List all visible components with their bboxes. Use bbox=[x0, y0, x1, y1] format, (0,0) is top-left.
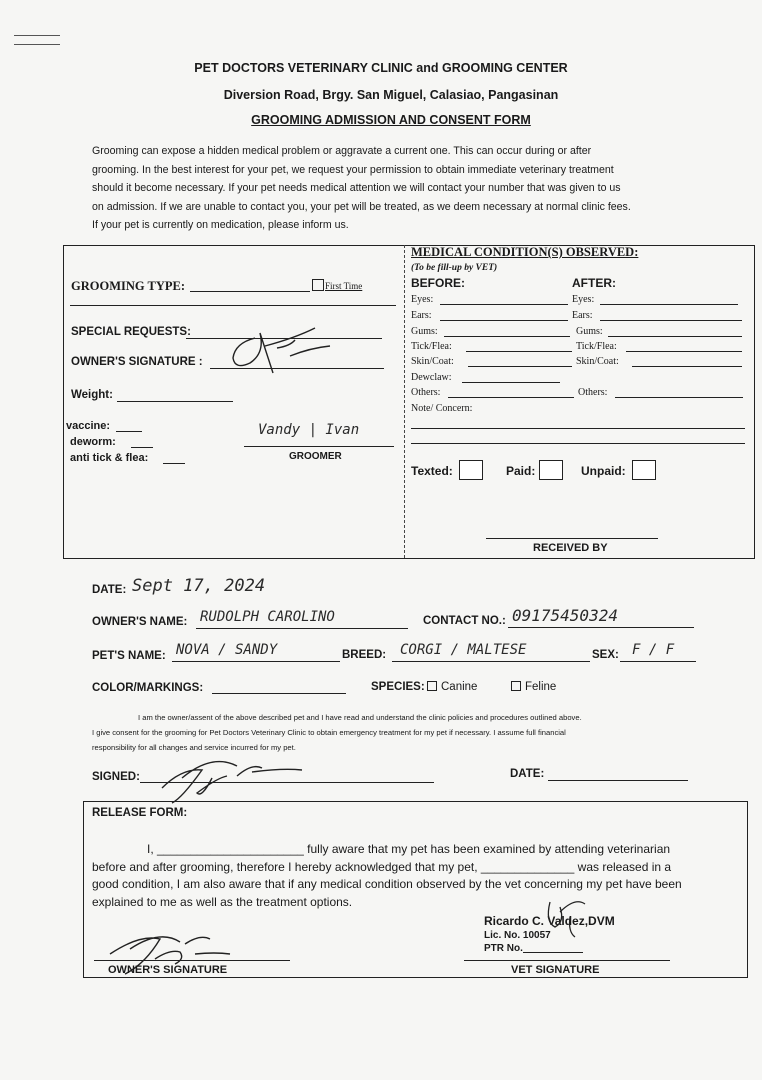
vet-name: Ricardo C. Valdez,DVM bbox=[484, 914, 615, 928]
species-label: SPECIES: bbox=[371, 681, 425, 693]
vet-signature-line[interactable] bbox=[464, 960, 670, 961]
breed-label: BREED: bbox=[342, 649, 387, 661]
corner-mark bbox=[14, 35, 60, 36]
canine-label: Canine bbox=[441, 681, 478, 693]
breed-line[interactable] bbox=[392, 661, 590, 662]
owner-name-label: OWNER'S NAME: bbox=[92, 616, 188, 628]
texted-label: Texted: bbox=[411, 464, 453, 478]
release-text bbox=[92, 841, 742, 911]
before-ears-label: Ears: bbox=[411, 310, 432, 321]
after-skin-label: Skin/Coat: bbox=[576, 356, 619, 367]
after-others-label: Others: bbox=[578, 387, 608, 398]
after-others-line[interactable] bbox=[615, 397, 743, 398]
grooming-type-label: GROOMING TYPE: bbox=[71, 279, 186, 293]
deworm-line[interactable] bbox=[131, 447, 153, 448]
before-ears-line[interactable] bbox=[440, 320, 568, 321]
owner-signature-label: OWNER'S SIGNATURE : bbox=[71, 356, 203, 368]
before-skin-line[interactable] bbox=[468, 366, 572, 367]
after-eyes-line[interactable] bbox=[600, 304, 738, 305]
color-markings-line[interactable] bbox=[212, 693, 346, 694]
vet-signature-label: VET SIGNATURE bbox=[511, 964, 600, 976]
groomer-label: GROOMER bbox=[289, 451, 342, 462]
intro-paragraph bbox=[92, 142, 712, 235]
before-label: BEFORE: bbox=[411, 276, 465, 290]
owner-signature-icon bbox=[215, 318, 335, 378]
groomer-line[interactable] bbox=[244, 446, 394, 447]
paid-checkbox[interactable] bbox=[539, 460, 563, 480]
before-dewclaw-line[interactable] bbox=[462, 382, 560, 383]
vet-signature-icon bbox=[530, 892, 600, 942]
breed-value: CORGI / MALTESE bbox=[400, 642, 527, 658]
date-label: DATE: bbox=[92, 584, 127, 596]
vaccine-line[interactable] bbox=[116, 431, 142, 432]
after-gums-line[interactable] bbox=[608, 336, 742, 337]
medical-title: MEDICAL CONDITION(S) OBSERVED: bbox=[411, 245, 639, 259]
consent-line: I am the owner/assent of the above described pet and I have read and understand the clinic policies and procedures outlined above. bbox=[138, 713, 582, 722]
consent-date-line[interactable] bbox=[548, 780, 688, 781]
texted-checkbox[interactable] bbox=[459, 460, 483, 480]
pet-name-label: PET'S NAME: bbox=[92, 650, 166, 662]
release-line: explained to me as well as the treatment options. bbox=[92, 894, 353, 909]
corner-mark bbox=[14, 44, 60, 45]
pet-name-value: NOVA / SANDY bbox=[176, 642, 278, 658]
canine-checkbox[interactable] bbox=[427, 681, 437, 691]
first-time-checkbox[interactable] bbox=[312, 279, 324, 291]
feline-label: Feline bbox=[525, 681, 557, 693]
release-title: RELEASE FORM: bbox=[92, 807, 188, 819]
signed-label: SIGNED: bbox=[92, 771, 140, 783]
after-ears-label: Ears: bbox=[572, 310, 593, 321]
paid-label: Paid: bbox=[506, 464, 536, 478]
after-tick-line[interactable] bbox=[626, 351, 742, 352]
medical-subtitle: (To be fill-up by VET) bbox=[411, 263, 498, 273]
owner-release-signature-line[interactable] bbox=[94, 960, 290, 961]
grooming-type-line-2[interactable] bbox=[70, 305, 396, 306]
after-skin-line[interactable] bbox=[632, 366, 742, 367]
contact-line[interactable] bbox=[508, 627, 694, 628]
vaccine-label: vaccine: bbox=[66, 420, 111, 432]
vet-ptr: PTR No. bbox=[484, 943, 523, 954]
intro-line: should it become necessary. If your pet needs medical attention we will contact your number that was given to us bbox=[92, 182, 621, 194]
after-ears-line[interactable] bbox=[600, 320, 742, 321]
sex-label: SEX: bbox=[592, 649, 619, 661]
grooming-type-line[interactable] bbox=[190, 291, 310, 292]
unpaid-checkbox[interactable] bbox=[632, 460, 656, 480]
vet-ptr-line[interactable] bbox=[523, 952, 583, 953]
before-others-label: Others: bbox=[411, 387, 441, 398]
release-line: before and after grooming, therefore I hereby acknowledged that my pet, ______________ was released in a bbox=[92, 859, 672, 874]
deworm-label: deworm: bbox=[70, 436, 116, 448]
clinic-address: Diversion Road, Brgy. San Miguel, Calasiao, Pangasinan bbox=[223, 88, 559, 102]
groomer-names: Vandy | Ivan bbox=[258, 422, 360, 438]
before-tick-line[interactable] bbox=[466, 351, 572, 352]
before-eyes-line[interactable] bbox=[440, 304, 568, 305]
consent-line: I give consent for the grooming for Pet Doctors Veterinary Clinic to obtain emergency treatment for my pet if necessary. I assume full financial bbox=[92, 728, 566, 737]
consent-signature-icon bbox=[142, 748, 312, 808]
owner-name-value: RUDOLPH CAROLINO bbox=[200, 609, 335, 625]
before-gums-label: Gums: bbox=[411, 326, 438, 337]
before-skin-label: Skin/Coat: bbox=[411, 356, 454, 367]
consent-date-label: DATE: bbox=[510, 768, 545, 780]
owner-release-signature-label: OWNER'S SIGNATURE bbox=[108, 964, 228, 976]
intro-line: grooming. In the best interest for your pet, we request your permission to obtain immediate veterinary treatment bbox=[92, 163, 614, 176]
contact-label: CONTACT NO.: bbox=[423, 615, 506, 627]
form-title: GROOMING ADMISSION AND CONSENT FORM bbox=[251, 113, 531, 127]
sex-line[interactable] bbox=[620, 661, 696, 662]
release-line: good condition, I am also aware that if any medical condition observed by the vet concerning my pet have been bbox=[92, 877, 682, 891]
owner-name-line[interactable] bbox=[196, 628, 408, 629]
vet-license: Lic. No. 10057 bbox=[484, 930, 551, 941]
pet-name-line[interactable] bbox=[172, 661, 340, 662]
note-line-1[interactable] bbox=[411, 428, 745, 429]
note-line-2[interactable] bbox=[411, 443, 745, 444]
received-by-line[interactable] bbox=[486, 538, 658, 539]
note-concern-label: Note/ Concern: bbox=[411, 403, 473, 414]
received-by-label: RECEIVED BY bbox=[533, 542, 608, 554]
before-gums-line[interactable] bbox=[444, 336, 570, 337]
sex-value: F / F bbox=[632, 642, 675, 658]
clinic-name: PET DOCTORS VETERINARY CLINIC and GROOMING CENTER bbox=[194, 61, 568, 75]
after-tick-label: Tick/Flea: bbox=[576, 341, 617, 352]
after-eyes-label: Eyes: bbox=[572, 294, 595, 305]
special-requests-label: SPECIAL REQUESTS: bbox=[71, 326, 191, 338]
feline-checkbox[interactable] bbox=[511, 681, 521, 691]
weight-label: Weight: bbox=[71, 389, 113, 401]
color-markings-label: COLOR/MARKINGS: bbox=[92, 682, 204, 694]
species-canine[interactable] bbox=[427, 681, 477, 693]
intro-line: on admission. If we are unable to contact you, your pet will be treated, as we deem necessary at normal clinic fees. bbox=[92, 200, 631, 213]
after-gums-label: Gums: bbox=[576, 326, 603, 337]
after-label: AFTER: bbox=[572, 276, 616, 290]
weight-line[interactable] bbox=[117, 401, 233, 402]
intro-line: If your pet is currently on medication, please inform us. bbox=[92, 219, 349, 231]
species-feline[interactable] bbox=[511, 681, 556, 693]
intro-line: Grooming can expose a hidden medical problem or aggravate a current one. This can occur during or after bbox=[92, 145, 592, 157]
before-eyes-label: Eyes: bbox=[411, 294, 434, 305]
anti-tick-line[interactable] bbox=[163, 463, 185, 464]
box-divider bbox=[404, 245, 405, 558]
consent-line: responsibility for all changes and service incurred for my pet. bbox=[92, 743, 296, 752]
first-time-label: First Time bbox=[325, 281, 363, 291]
before-others-line[interactable] bbox=[448, 397, 574, 398]
date-value: Sept 17, 2024 bbox=[132, 576, 266, 596]
release-line: I, ______________________ fully aware that my pet has been examined by attending veterinarian bbox=[147, 842, 671, 856]
unpaid-label: Unpaid: bbox=[581, 464, 626, 478]
anti-tick-label: anti tick & flea: bbox=[70, 452, 149, 464]
before-dewclaw-label: Dewclaw: bbox=[411, 372, 452, 383]
before-tick-label: Tick/Flea: bbox=[411, 341, 452, 352]
contact-value: 09175450324 bbox=[512, 606, 618, 625]
